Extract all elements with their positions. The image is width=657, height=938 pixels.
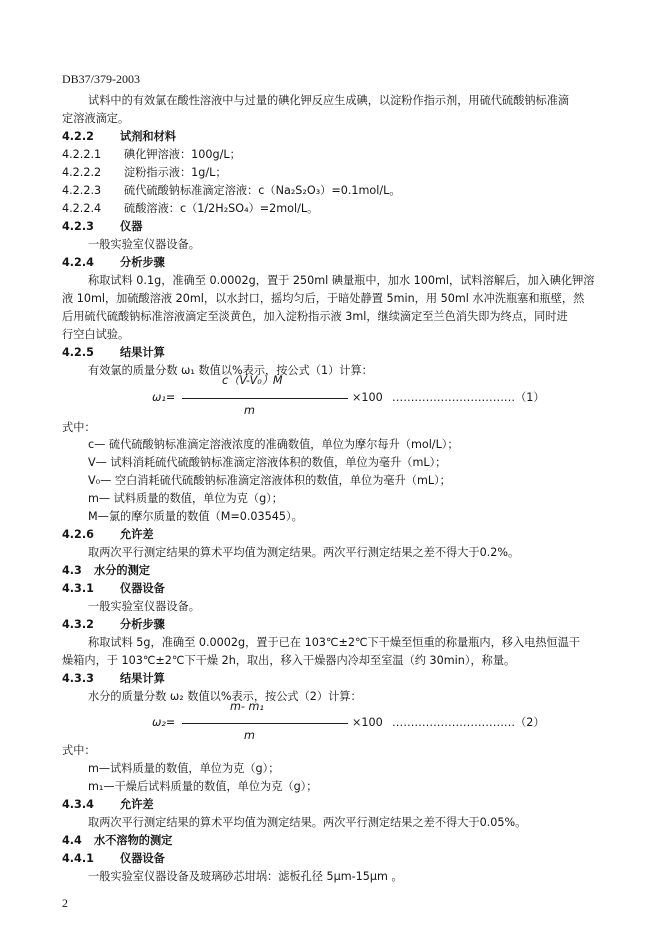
variable-definition: m— 试料质量的数值，单位为克（g）； [88,492,283,505]
paragraph-line: 试料中的有效氯在酸性溶液中与过量的碘化钾反应生成碘，以淀粉作指示剂，用硫代硫酸钠标准滴 [88,94,570,107]
paragraph-line: 取两次平行测定结果的算术平均值为测定结果。两次平行测定结果之差不得大于0.05%。 [88,816,527,829]
section-heading [62,618,165,632]
list-item [62,166,227,180]
fraction-bar [182,723,348,724]
section-number: 4.2.5 [62,346,94,359]
variable-definition: M—氯的摩尔质量的数值（M=0.03545）。 [88,510,303,523]
item-number: 4.2.2.2 [62,166,102,179]
formula-denominator: m [244,729,255,742]
equation-number: ……………………………（1） [392,391,545,404]
section-title: 仪器设备 [120,852,165,865]
section-number: 4.2.2 [62,130,94,143]
paragraph-line: 后用硫代硫酸钠标准溶液滴定至淡黄色，加入淀粉指示液 3ml，继续滴定至兰色消失即为终点，同时进 [62,310,568,323]
formula-numerator: m- m₁ [230,700,264,713]
formula-intro: 水分的质量分数 ω₂ 数值以%表示，按公式（2）计算： [88,690,362,703]
variable-definition: V— 试料消耗硫代硫酸钠标准滴定溶液体积的数值，单位为毫升（mL）； [88,456,447,469]
section-title: 试剂和材料 [120,130,176,143]
section-number: 4.3.1 [62,582,94,595]
paragraph-line: 一般实验室仪器设备及玻璃砂芯坩埚：滤板孔径 5μm-15μm 。 [88,870,403,883]
item-text: 硫代硫酸钠标准滴定溶液：c（Na₂S₂O₃）=0.1mol/L。 [124,184,401,197]
where-label: 式中： [62,421,96,434]
paragraph-line: 一般实验室仪器设备。 [88,600,200,613]
paragraph-line: 燥箱内，于 103℃±2℃下干燥 2h，取出，移入干燥器内冷却至室温（约 30min），称量。 [62,654,516,667]
variable-definition: V₀— 空白消耗硫代硫酸钠标准滴定溶液体积的数值，单位为毫升（mL）； [88,474,451,487]
section-number: 4.2.3 [62,220,94,233]
paragraph-line: 定溶液滴定。 [62,112,130,125]
fraction-bar [182,398,348,399]
section-heading [62,528,154,542]
item-text: 淀粉指示液：1g/L； [124,166,227,179]
section-title: 水分的测定 [94,564,150,577]
section-heading [62,852,165,866]
section-title: 允许差 [120,798,154,811]
variable-definition: c— 硫代硫酸钠标准滴定溶液浓度的准确数值，单位为摩尔每升（mol/L）； [88,438,459,451]
section-title: 水不溶物的测定 [94,834,173,847]
section-heading [62,798,154,812]
paragraph-line: 称取试料 5g，准确至 0.0002g，置于已在 103℃±2℃下干燥至恒重的称量瓶内，移入电热恒温干 [88,636,581,649]
section-heading [62,256,165,270]
page-number: 2 [62,896,68,910]
formula-denominator: m [244,404,255,417]
section-title: 仪器设备 [120,582,165,595]
paragraph-line: 称取试料 0.1g，准确至 0.0002g，置于 250ml 碘量瓶中，加水 100ml，试料溶解后，加入碘化钾溶 [88,274,595,287]
section-number: 4.4.1 [62,852,94,865]
formula-times: ×100 [352,391,383,404]
paragraph-line: 液 10ml，加硫酸溶液 20ml，以水封口，摇均匀后，于暗处静置 5min，用 50ml 水冲洗瓶塞和瓶壁，然 [62,292,585,305]
section-title: 分析步骤 [120,618,165,631]
section-number: 4.3 [62,564,82,577]
section-number: 4.2.4 [62,256,94,269]
list-item [62,184,401,198]
formula-times: ×100 [352,716,383,729]
item-number: 4.2.2.4 [62,202,102,215]
formula-numerator: c（V-V₀）M [222,374,283,387]
variable-definition: m₁—干燥后试料质量的数值，单位为克（g）； [88,780,318,793]
paragraph-line: 取两次平行测定结果的算术平均值为测定结果。两次平行测定结果之差不得大于0.2%。 [88,546,520,559]
section-heading [62,834,172,848]
section-heading [62,130,176,144]
list-item [62,202,318,216]
formula-intro: 有效氯的质量分数 ω₁ 数值以%表示，按公式（1）计算： [88,364,373,377]
variable-definition: m—试料质量的数值，单位为克（g）； [88,762,280,775]
formula-lhs: ω₁= [152,391,176,404]
formula-lhs: ω₂= [152,716,176,729]
section-title: 允许差 [120,528,154,541]
item-text: 碘化钾溶液：100g/L； [124,148,241,161]
section-heading [62,582,165,596]
paragraph-line: 一般实验室仪器设备。 [88,238,200,251]
section-title: 结果计算 [120,672,165,685]
section-heading [62,564,150,578]
section-title: 分析步骤 [120,256,165,269]
item-text: 硫酸溶液：c（1/2H₂SO₄）=2mol/L。 [124,202,319,215]
where-label: 式中： [62,744,96,757]
section-number: 4.2.6 [62,528,94,541]
section-title: 仪器 [120,220,143,233]
section-heading [62,346,165,360]
equation-number: ……………………………（2） [392,716,545,729]
section-number: 4.3.4 [62,798,94,811]
section-number: 4.3.3 [62,672,94,685]
item-number: 4.2.2.1 [62,148,102,161]
section-title: 结果计算 [120,346,165,359]
paragraph-line: 行空白试验。 [62,328,130,341]
doc-code: DB37/379-2003 [62,72,140,86]
item-number: 4.2.2.3 [62,184,102,197]
section-number: 4.4 [62,834,82,847]
section-heading [62,672,165,686]
list-item [62,148,241,162]
section-number: 4.3.2 [62,618,94,631]
section-heading [62,220,142,234]
